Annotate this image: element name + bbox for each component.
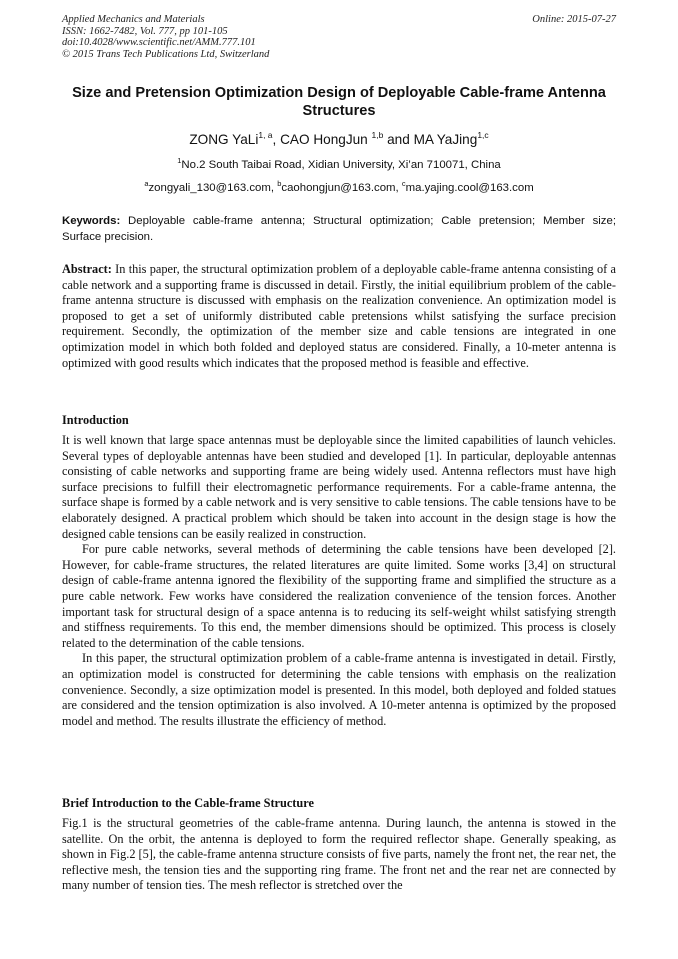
brief-introduction-section	[62, 816, 616, 894]
introduction-section	[62, 433, 616, 729]
issn-line: ISSN: 1662-7482, Vol. 777, pp 101-105	[62, 25, 228, 37]
intro-paragraph-1: It is well known that large space antennas must be deployable since the limited capabilities of launch vehicles. Several types of deployable antennas have been studied and developed [1]. In particular, deployable antennas consisting of cable networks and supporting frame are being widely used. Antenna reflectors must have high surface precisions to fulfill their electromagnetic performance requirements. For a cable-frame antenna, the surface shape is formed by a cable network and is very sensitive to cable tensions. The cable tensions have to be elaborately designed. A practical problem which should be taken into account in the design stage is how the designed cable tensions can be easily realized in construction.	[62, 433, 616, 541]
email-a-marker: a	[144, 179, 149, 188]
section-heading-introduction: Introduction	[62, 413, 129, 427]
affiliation-marker: 1	[177, 156, 182, 165]
intro-paragraph-2: For pure cable networks, several methods of determining the cable tensions have been developed [2]. However, for cable-frame structures, the related literatures are quite limited. Some works [3,4] on structural design of cable-frame antenna ignored the flexibility of the supporting frame and simplified the structure as a pure cable network. Few works have considered the realization convenience of the tension forces. Another important task for structural design of a space antenna is to reducing its self-weight whilst satisfying strength and stiffness requirements. To this end, the member dimensions should be optimized. This process is closely related to the determination of the cable tensions.	[62, 542, 616, 650]
section-heading-brief-introduction: Brief Introduction to the Cable-frame Structure	[62, 796, 314, 810]
email-c: ma.yajing.cool@163.com	[405, 182, 534, 194]
keywords-label: Keywords:	[62, 215, 121, 227]
author-separator: ,	[272, 132, 277, 147]
abstract	[62, 262, 616, 371]
author-3-affil: 1,c	[477, 130, 489, 140]
author-3-name: and MA YaJing	[383, 132, 478, 147]
author-2-affil: 1,b	[371, 130, 384, 140]
journal-name: Applied Mechanics and Materials	[62, 14, 205, 25]
paper-title: Size and Pretension Optimization Design of Deployable Cable-frame Antenna Structures	[72, 85, 606, 119]
author-1-affil: 1, a	[258, 130, 273, 140]
author-line	[62, 131, 616, 149]
keywords-text: Deployable cable-frame antenna; Structural optimization; Cable pretension; Member size; Surface precision.	[62, 215, 616, 243]
email-b: caohongjun@163.com,	[281, 182, 402, 194]
copyright-line: © 2015 Trans Tech Publications Ltd, Switzerland	[62, 48, 270, 60]
abstract-label: Abstract:	[62, 262, 112, 276]
email-line	[62, 181, 616, 195]
email-c-marker: c	[401, 179, 406, 188]
author-1-name: ZONG YaLi	[189, 132, 259, 147]
affiliation	[62, 158, 616, 172]
journal-header	[62, 14, 616, 60]
abstract-text: In this paper, the structural optimization problem of a deployable cable-frame antenna consisting of a cable network and a supporting frame is discussed in detail. Firstly, the initial equilibrium problem of the cable-frame antenna structure is discussed with emphasis on the realization convenience. An optimization model is proposed to get a set of uniformly distributed cable pretensions whilst satisfying the surface precision requirement. Secondly, the optimization of the member size and cable tensions are integrated in one optimization model in which both folded and deployed status are considered. Finally, a 10-meter antenna is optimized with good results which indicates that the proposed method is feasible and effective.	[62, 262, 616, 370]
brief-paragraph-1: Fig.1 is the structural geometries of the cable-frame antenna. During launch, the antenna is stowed in the satellite. On the orbit, the antenna is deployed to form the required reflector shape. Generally speaking, as shown in Fig.2 [5], the cable-frame antenna structure consists of five parts, namely the front net, the rear net, the reflective mesh, the tension ties and the supporting ring frame. The front net and the rear net are connected by many number of tension ties. The mesh reflector is stretched over the	[62, 816, 616, 893]
keywords	[62, 213, 616, 245]
email-a: zongyali_130@163.com,	[148, 182, 278, 194]
doi-line: doi:10.4028/www.scientific.net/AMM.777.101	[62, 37, 256, 49]
intro-paragraph-3: In this paper, the structural optimization problem of a cable-frame antenna is investigated in detail. Firstly, an optimization model is constructed for determining the cable tensions with emphasis on the realization convenience. Secondly, a size optimization model is presented. In this model, both deployed and folded statues are considered and the tension optimization is also involved. A 10-meter antenna is optimized by the proposed model and method. The results illustrate the efficiency of method.	[62, 651, 616, 728]
author-2-name: CAO HongJun	[276, 132, 372, 147]
affiliation-text: No.2 South Taibai Road, Xidian University, Xi’an 710071, China	[181, 159, 501, 171]
online-date: Online: 2015-07-27	[532, 14, 616, 25]
email-b-marker: b	[277, 179, 282, 188]
